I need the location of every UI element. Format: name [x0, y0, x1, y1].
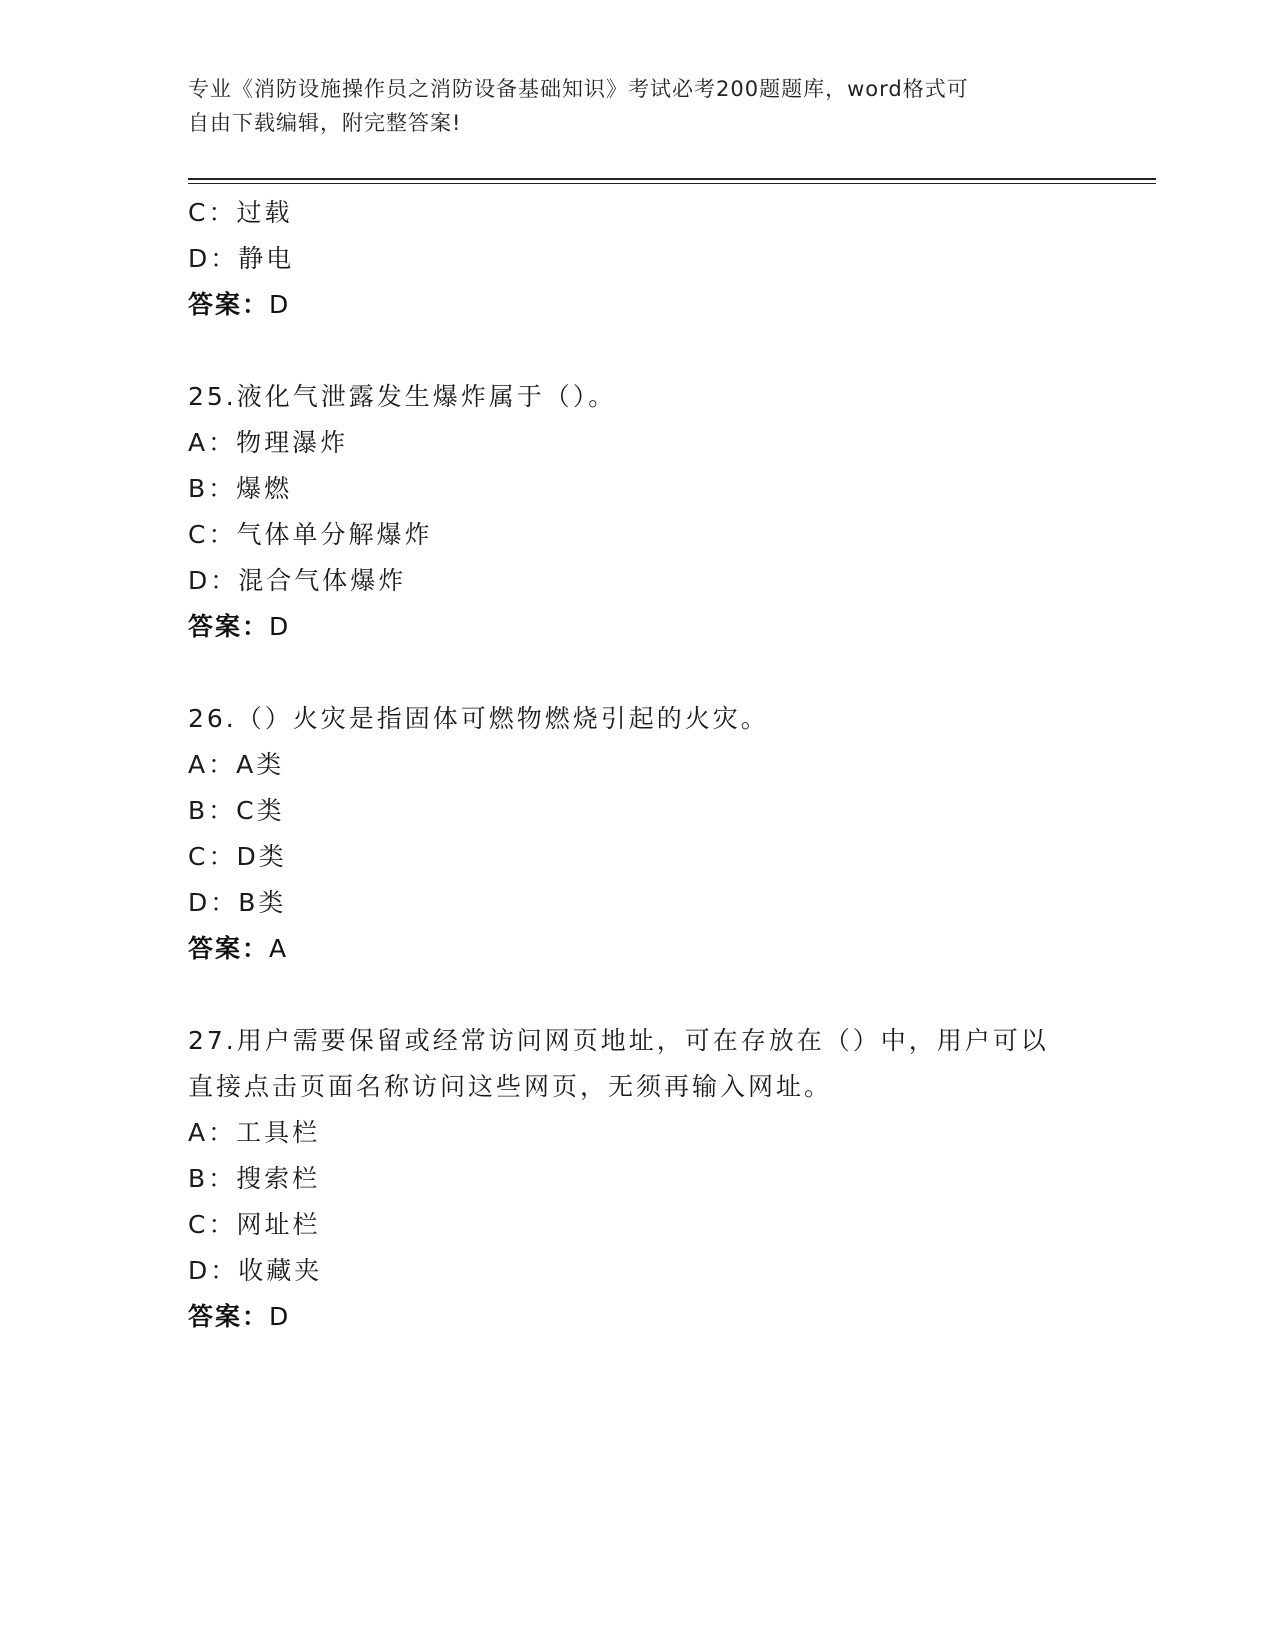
- option-key: B：: [188, 474, 237, 503]
- option-b: [188, 788, 1108, 834]
- header-line-1: 专业《消防设施操作员之消防设备基础知识》考试必考200题题库，word格式可: [188, 77, 969, 101]
- answer-label: 答案：: [188, 934, 270, 963]
- answer-value: A: [269, 934, 289, 963]
- option-text: 工具栏: [236, 1118, 321, 1147]
- option-text: 静电: [238, 244, 295, 273]
- answer-label: 答案：: [188, 290, 270, 319]
- option-key: D：: [188, 566, 239, 595]
- header-line-2: 自由下载编辑，附完整答案!: [188, 111, 462, 135]
- option-text: B类: [238, 888, 287, 917]
- option-d: [188, 558, 1108, 604]
- option-key: C：: [188, 1210, 237, 1239]
- answer-line: [188, 282, 1108, 328]
- answer-line: [188, 1294, 1108, 1340]
- question-25: [188, 374, 1108, 650]
- question-stem: 26.（）火灾是指固体可燃物燃烧引起的火灾。: [188, 704, 769, 733]
- option-b: [188, 466, 1108, 512]
- option-key: A：: [188, 428, 237, 457]
- option-d: [188, 236, 1108, 282]
- option-key: D：: [188, 1256, 239, 1285]
- option-c: [188, 190, 1108, 236]
- option-key: C：: [188, 198, 237, 227]
- question-26: [188, 696, 1108, 972]
- option-key: D：: [188, 244, 239, 273]
- option-key: C：: [188, 842, 237, 871]
- option-key: A：: [188, 1118, 237, 1147]
- answer-label: 答案：: [188, 612, 270, 641]
- answer-line: [188, 926, 1108, 972]
- option-text: 物理瀑炸: [236, 428, 349, 457]
- answer-value: D: [269, 1302, 291, 1331]
- answer-value: D: [269, 290, 291, 319]
- option-text: A类: [236, 750, 285, 779]
- header-divider-thin: [188, 183, 1156, 184]
- option-c: [188, 512, 1108, 558]
- option-key: D：: [188, 888, 239, 917]
- option-text: 混合气体爆炸: [238, 566, 407, 595]
- question-stem: 25.液化气泄露发生爆炸属于（）。: [188, 382, 617, 411]
- option-a: [188, 1110, 1108, 1156]
- answer-value: D: [269, 612, 291, 641]
- option-text: 过载: [236, 198, 293, 227]
- option-d: [188, 880, 1108, 926]
- option-text: 收藏夹: [238, 1256, 323, 1285]
- option-text: 网址栏: [236, 1210, 321, 1239]
- question-stem-line-2: 直接点击页面名称访问这些网页，无须再输入网址。: [188, 1072, 833, 1101]
- option-text: 气体单分解爆炸: [236, 520, 433, 549]
- option-text: C类: [236, 796, 285, 825]
- option-a: [188, 742, 1108, 788]
- option-key: A：: [188, 750, 237, 779]
- question-27: [188, 1018, 1108, 1340]
- option-c: [188, 1202, 1108, 1248]
- question-list: [188, 190, 1108, 1340]
- question-24-tail: [188, 190, 1108, 328]
- option-d: [188, 1248, 1108, 1294]
- option-key: C：: [188, 520, 237, 549]
- option-text: D类: [236, 842, 287, 871]
- header-divider-thick: [188, 178, 1156, 180]
- answer-line: [188, 604, 1108, 650]
- question-stem-line-1: 27.用户需要保留或经常访问网页地址，可在存放在（）中，用户可以: [188, 1026, 1049, 1055]
- document-header: [188, 72, 1088, 140]
- option-text: 爆燃: [236, 474, 293, 503]
- option-a: [188, 420, 1108, 466]
- option-key: B：: [188, 796, 237, 825]
- option-text: 搜索栏: [236, 1164, 321, 1193]
- option-key: B：: [188, 1164, 237, 1193]
- answer-label: 答案：: [188, 1302, 270, 1331]
- option-b: [188, 1156, 1108, 1202]
- option-c: [188, 834, 1108, 880]
